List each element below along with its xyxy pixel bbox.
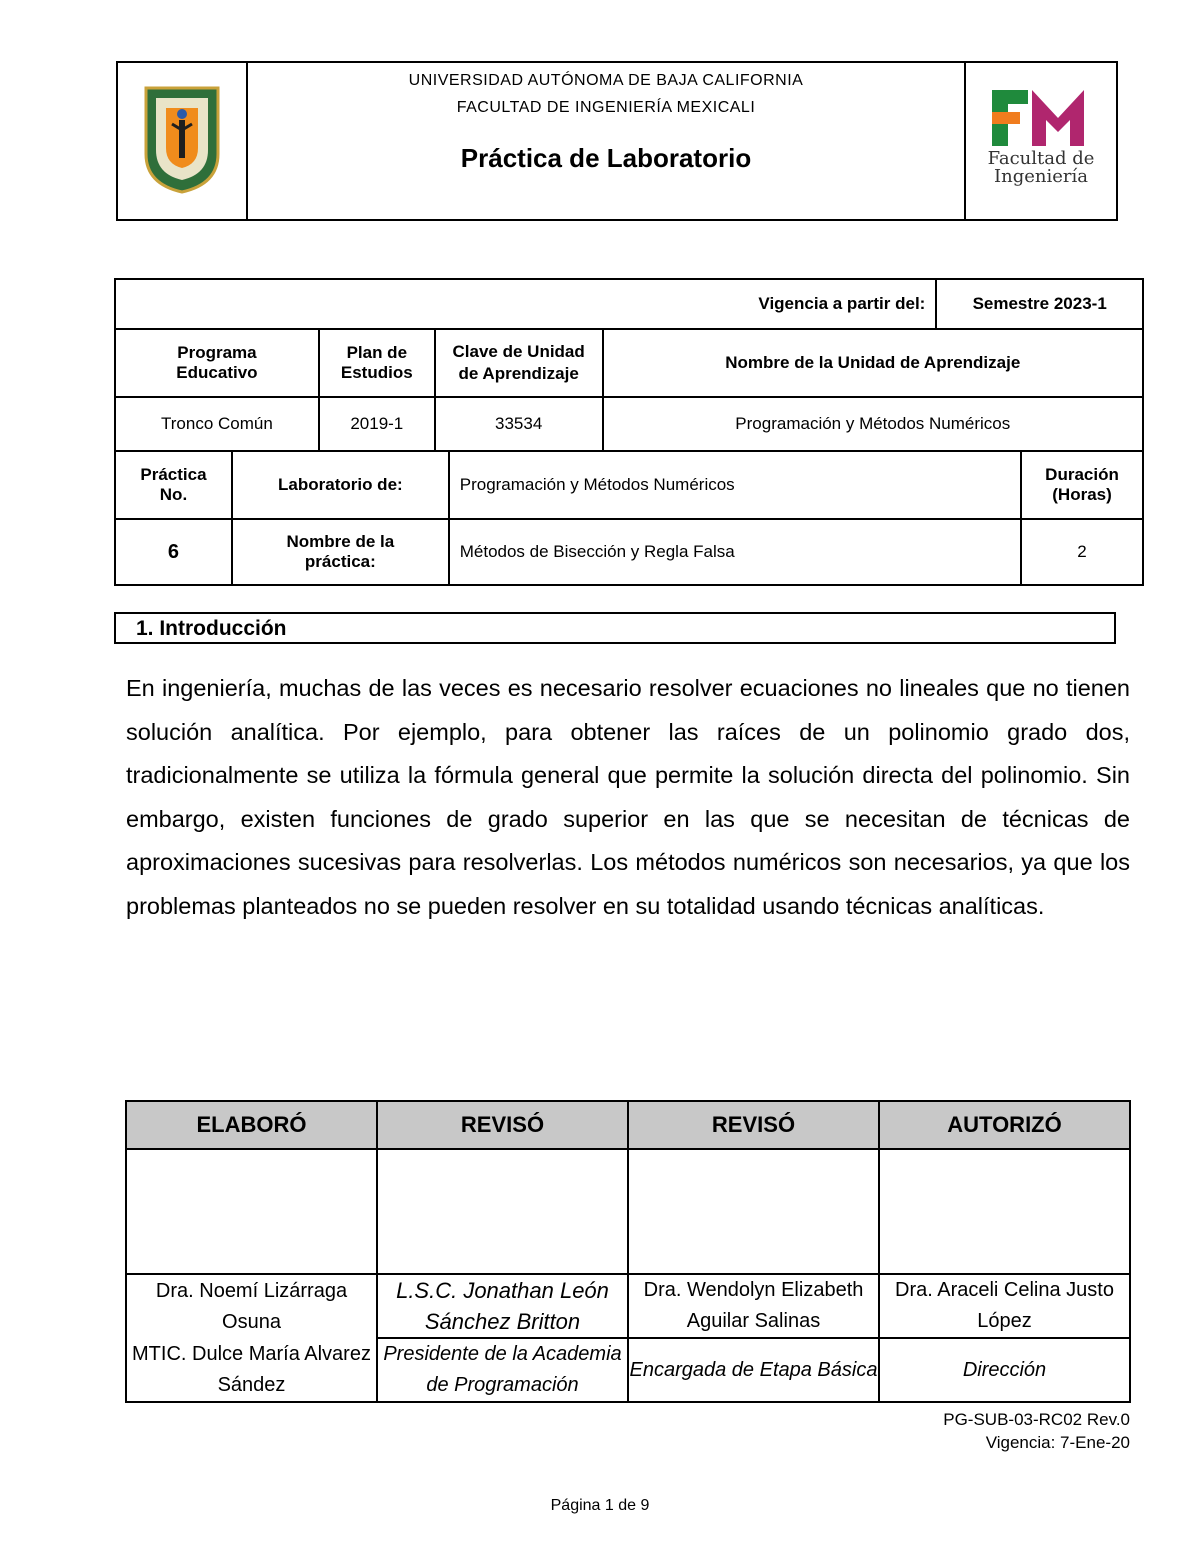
sig-header-reviso-1: REVISÓ xyxy=(377,1101,628,1149)
sig-name-reviso-2: Dra. Wendolyn Elizabeth Aguilar Salinas xyxy=(628,1274,879,1338)
sig-role-autorizo: Dirección xyxy=(879,1338,1130,1402)
laboratorio-value: Programación y Métodos Numéricos xyxy=(449,451,1021,519)
fm-logo-text-1: Facultad de xyxy=(987,148,1095,169)
sig-role-reviso-2: Encargada de Etapa Básica xyxy=(628,1338,879,1402)
plan-header: Plan de Estudios xyxy=(319,329,435,397)
header-title-cell xyxy=(247,62,965,220)
intro-paragraph: En ingeniería, muchas de las veces es necesario resolver ecuaciones no lineales que no tienen solución analítica. Por ejemplo, para obtener las raíces de un polinomio grado dos, tradicionalmente se utiliza la fórmula general que permite la solución directa del polinomio. Sin embargo, existen funciones de grado superior en las que se necesitan de técnicas de aproximaciones sucesivas para resolverlas. Los métodos numéricos son necesarios, ya que los problemas planteados no se pueden resolver en su totalidad usando técnicas analíticas. xyxy=(126,675,1130,919)
sig-header-autorizo: AUTORIZÓ xyxy=(879,1101,1130,1149)
practica-no-label: Práctica No. xyxy=(115,451,232,519)
revision-code: PG-SUB-03-RC02 Rev.0 xyxy=(943,1410,1130,1429)
signature-table xyxy=(125,1100,1131,1403)
section-heading-introduccion: 1. Introducción xyxy=(114,612,1116,644)
university-name: UNIVERSIDAD AUTÓNOMA DE BAJA CALIFORNIA xyxy=(408,72,804,89)
sig-header-reviso-2: REVISÓ xyxy=(628,1101,879,1149)
vigencia-label: Vigencia a partir del: xyxy=(115,279,936,329)
signature-space xyxy=(126,1149,377,1274)
signature-space xyxy=(377,1149,628,1274)
nombre-practica-label: Nombre de la práctica: xyxy=(232,519,449,585)
duracion-value: 2 xyxy=(1021,519,1143,585)
sig-header-elaboro: ELABORÓ xyxy=(126,1101,377,1149)
plan-value: 2019-1 xyxy=(319,397,435,451)
nombre-practica-value: Métodos de Bisección y Regla Falsa xyxy=(449,519,1021,585)
vigencia-date: Vigencia: 7-Ene-20 xyxy=(985,1433,1130,1452)
uabc-seal-logo xyxy=(142,84,222,194)
practica-no-value: 6 xyxy=(115,519,232,585)
page-number: Página 1 de 9 xyxy=(550,1497,650,1514)
signature-space xyxy=(628,1149,879,1274)
fm-logo xyxy=(986,86,1096,196)
document-title: Práctica de Laboratorio xyxy=(460,143,752,173)
uabc-seal-cell xyxy=(117,62,247,220)
document-code xyxy=(943,1408,1130,1454)
sig-name-elaboro: Dra. Noemí Lizárraga Osuna xyxy=(126,1274,377,1338)
sig-role-reviso-1: Presidente de la Academia de Programación xyxy=(377,1338,628,1402)
practice-info-table xyxy=(114,278,1144,586)
nombre-unidad-value: Programación y Métodos Numéricos xyxy=(603,397,1143,451)
laboratorio-label: Laboratorio de: xyxy=(232,451,449,519)
clave-value: 33534 xyxy=(435,397,603,451)
duracion-label: Duración (Horas) xyxy=(1021,451,1143,519)
sig-role-elaboro: MTIC. Dulce María Alvarez Sández xyxy=(126,1338,377,1402)
signature-space xyxy=(879,1149,1130,1274)
clave-header: Clave de Unidad de Aprendizaje xyxy=(435,329,603,397)
vigencia-value: Semestre 2023-1 xyxy=(936,279,1143,329)
sig-name-autorizo: Dra. Araceli Celina Justo López xyxy=(879,1274,1130,1338)
document-header xyxy=(116,61,1118,221)
programa-value: Tronco Común xyxy=(115,397,319,451)
sig-name-reviso-1: L.S.C. Jonathan León Sánchez Britton xyxy=(377,1274,628,1338)
fm-logo-cell xyxy=(965,62,1117,220)
nombre-unidad-header: Nombre de la Unidad de Aprendizaje xyxy=(603,329,1143,397)
programa-header: Programa Educativo xyxy=(115,329,319,397)
faculty-name: FACULTAD DE INGENIERÍA MEXICALI xyxy=(456,99,756,116)
fm-logo-text-2: Ingeniería xyxy=(994,166,1088,187)
